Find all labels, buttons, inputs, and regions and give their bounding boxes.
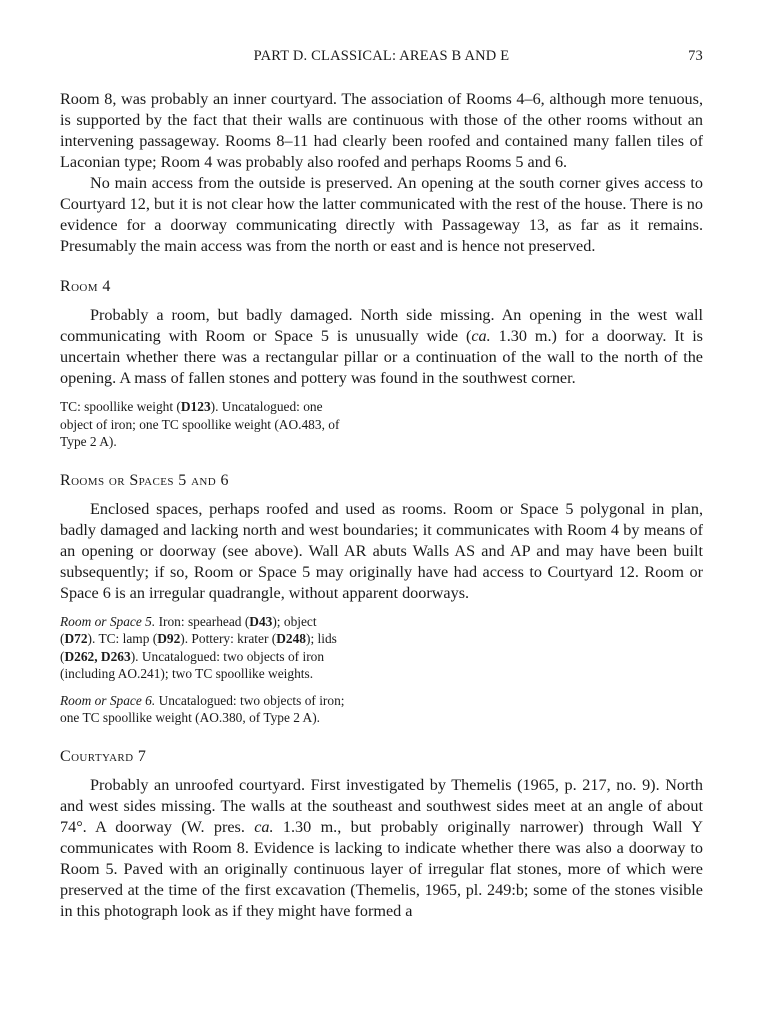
intro-paragraph-2: No main access from the outside is preserved. An opening at the south corner gives access to Courtyard 12, but it is not clear how the latter communicated with the rest of the house. There is no evidence for a doorway communicating directly with Passageway 13, as far as it remains. Presumably the main access was from the north or east and is hence not preserved. <box>60 174 703 255</box>
catalogue-ref: D43 <box>249 613 273 629</box>
room-4-finds-note <box>60 398 345 451</box>
section-heading-room-4: Room 4 <box>60 278 111 295</box>
courtyard-7-ca: ca. <box>254 817 274 836</box>
note-text: Uncatalogued: two objects of iron; one TC spoollike weight (AO.380, of Type 2 A). <box>60 692 345 725</box>
note-text: ); lids ( <box>60 631 337 664</box>
room-4-text-a: Probably a room, but badly damaged. North side missing. An opening in the west wall communicating with Room or Space 5 is unusually wide ( <box>60 306 703 345</box>
intro-paragraph-1: Room 8, was probably an inner courtyard. The association of Rooms 4–6, although more tenuous, is supported by the fact that their walls are continuous with those of the other rooms without an intervening passageway. Rooms 8–11 had clearly been roofed and contained many fallen tiles of Laconian type; Room 4 was probably also roofed and perhaps Rooms 5 and 6. <box>60 90 703 171</box>
catalogue-ref: D72 <box>64 631 88 646</box>
section-heading-courtyard-7: Courtyard 7 <box>60 747 147 765</box>
running-head <box>60 48 703 68</box>
note-label: Room or Space 5. <box>60 613 156 629</box>
catalogue-ref: D262, D263 <box>64 648 131 664</box>
room-4-text-b: 1.30 m.) for a doorway. It is uncertain whether there was a rectangular pillar or a continuation of the wall to the north of the opening. A mass of fallen stones and pottery was found in the southwest corner. <box>60 327 703 387</box>
catalogue-ref: D123 <box>180 399 211 414</box>
room-4-ca: ca. <box>471 327 491 345</box>
courtyard-7-text-b: 1.30 m., but probably originally narrower) through Wall Y communicates with Room 8. Evidence is lacking to indicate whether there was also a doorway to Room 5. Paved with an originally continuous layer of irregular flat stones, more of which were preserved at the time of the first excavation (Themelis, 1965, pl. 249:b; some of the stones visible in this photograph look as if they might have formed a <box>60 817 703 920</box>
room-5-finds-note <box>60 613 345 683</box>
note-text: ). Uncatalogued: two objects of iron (including AO.241); two TC spoollike weights. <box>60 648 325 681</box>
note-text: ). TC: lamp ( <box>87 631 158 646</box>
courtyard-7-paragraph <box>60 775 703 922</box>
catalogue-ref: D248 <box>276 631 306 646</box>
note-label: Room or Space 6. <box>60 692 156 708</box>
catalogue-ref: D92 <box>157 631 181 646</box>
room-4-paragraph <box>60 305 703 389</box>
note-text: ); object ( <box>60 613 317 646</box>
note-text: ). Uncatalogued: one object of iron; one TC spoollike weight (AO.483, of Type 2 A). <box>60 399 340 449</box>
running-head-title: PART D. CLASSICAL: AREAS B AND E <box>253 48 510 64</box>
note-text: TC: spoollike weight ( <box>60 399 181 414</box>
rooms-5-6-paragraph: Enclosed spaces, perhaps roofed and used as rooms. Room or Space 5 polygonal in plan, badly damaged and lacking north and west boundaries; it communicates with Room 4 by means of an opening or doorway (see above). Wall AR abuts Walls AS and AP and may have been built subsequently; if so, Room or Space 5 may originally have had access to Courtyard 12. Room or Space 6 is an irregular quadrangle, without apparent doorways. <box>60 499 703 602</box>
note-text: ). Pottery: krater ( <box>180 631 277 646</box>
page-number: 73 <box>688 48 703 64</box>
section-heading-rooms-5-6: Rooms or Spaces 5 and 6 <box>60 471 229 489</box>
room-6-finds-note <box>60 692 345 727</box>
page-body <box>60 89 703 922</box>
courtyard-7-text-a: Probably an unroofed courtyard. First investigated by Themelis (1965, p. 217, no. 9). North and west sides missing. The walls at the southeast and southwest sides meet at an angle of about 74°. A doorway (W. pres. <box>60 775 703 836</box>
note-text: Iron: spearhead ( <box>155 613 250 629</box>
